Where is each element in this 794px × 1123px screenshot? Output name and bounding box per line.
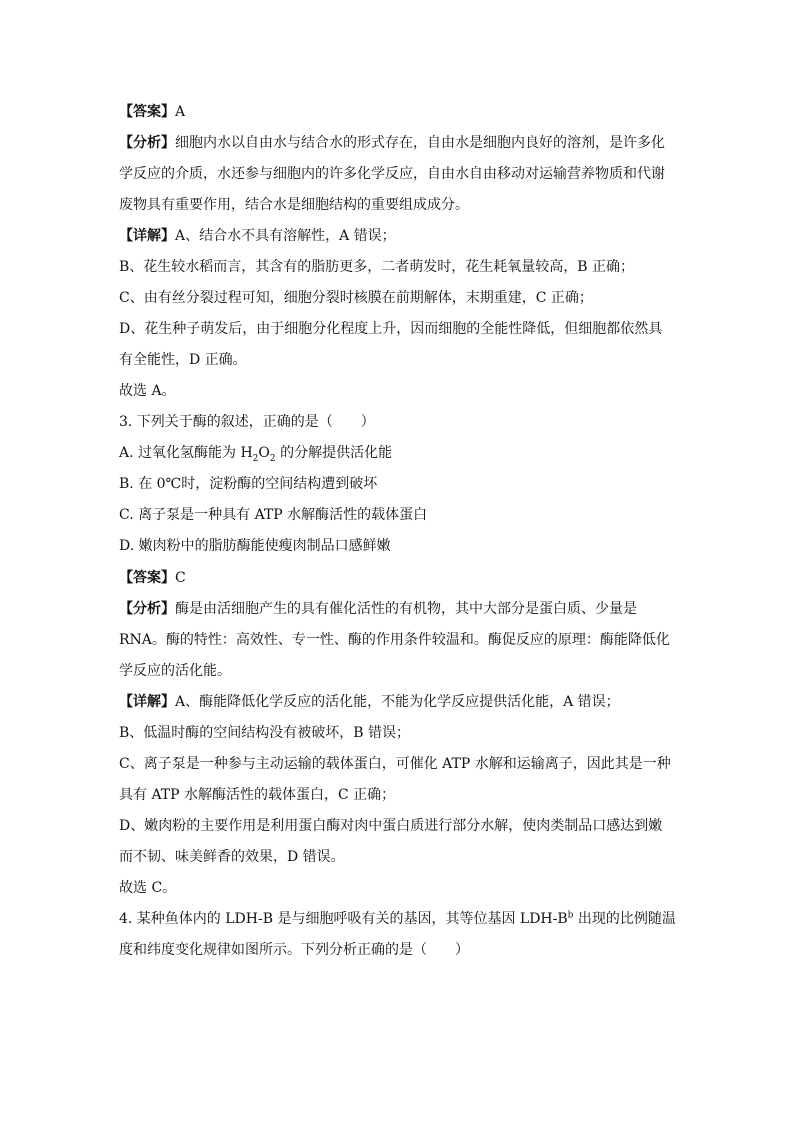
q2-detail-line-c: C、由有丝分裂过程可知，细胞分裂时核膜在前期解体，末期重建，C 正确；	[119, 290, 593, 306]
q3-detail-line-a	[119, 692, 620, 712]
q3-analysis-line-3: 学反应的活化能。	[119, 663, 231, 679]
q3-detail-line-c1: C、离子泵是一种参与主动运输的载体蛋白，可催化 ATP 水解和运输离子，因此其是一种	[119, 756, 671, 772]
q3-option-a	[119, 443, 392, 463]
analysis-tag: 【分析】	[119, 135, 175, 151]
q3-answer-line	[119, 568, 186, 588]
q2-detail-line-b: B、花生较水稻而言，其含有的脂肪更多，二者萌发时，花生耗氧量较高，B 正确；	[119, 259, 635, 275]
q4-stem-line-1	[119, 909, 676, 929]
detail-text: A、酶能降低化学反应的活化能，不能为化学反应提供活化能，A 错误；	[175, 694, 620, 710]
q2-detail-line-d1: D、花生种子萌发后，由于细胞分化程度上升，因而细胞的全能性降低，但细胞都依然具	[119, 321, 663, 337]
q4-stem-prefix: 4. 某种鱼体内的 LDH-B 是与细胞呼吸有关的基因，其等位基因 LDH-B	[119, 911, 568, 927]
q4-stem-suffix: 出现的比例随温	[573, 911, 676, 927]
option-a-prefix: A. 过氧化氢酶能为 H	[119, 445, 253, 461]
analysis-text: 酶是由活细胞产生的具有催化活性的有机物，其中大部分是蛋白质、少量是	[175, 601, 637, 617]
q3-option-b: B. 在 0℃时，淀粉酶的空间结构遭到破坏	[119, 476, 378, 492]
q3-analysis-line-2: RNA。酶的特性：高效性、专一性、酶的作用条件较温和。酶促反应的原理：酶能降低化	[119, 632, 670, 648]
q3-stem: 3. 下列关于酶的叙述，正确的是（ ）	[119, 414, 375, 430]
q2-detail-line-a	[119, 226, 396, 246]
q2-analysis-line-3: 废物具有重要作用，结合水是细胞结构的重要组成成分。	[119, 197, 469, 213]
detail-tag: 【详解】	[119, 228, 175, 244]
analysis-text: 细胞内水以自由水与结合水的形式存在，自由水是细胞内良好的溶剂，是许多化	[175, 135, 665, 151]
detail-tag: 【详解】	[119, 694, 175, 710]
q3-option-d: D. 嫩肉粉中的脂肪酶能使瘦肉制品口感鲜嫩	[119, 538, 391, 554]
analysis-tag: 【分析】	[119, 601, 175, 617]
q3-analysis-line-1	[119, 599, 637, 619]
answer-value: A	[175, 104, 186, 120]
option-a-oxygen: O	[258, 445, 270, 461]
answer-tag: 【答案】	[119, 104, 175, 120]
q3-detail-line-d2: 而不韧、味美鲜香的效果，D 错误。	[119, 849, 345, 865]
q2-analysis-line-1	[119, 133, 665, 153]
answer-value: C	[175, 570, 186, 586]
option-a-subscript-2: 2	[269, 453, 276, 464]
answer-tag: 【答案】	[119, 570, 175, 586]
q4-stem-line-2: 度和纬度变化规律如图所示。下列分析正确的是（ ）	[119, 942, 469, 958]
detail-text: A、结合水不具有溶解性，A 错误；	[175, 228, 396, 244]
q2-detail-line-d2: 有全能性，D 正确。	[119, 352, 247, 368]
q3-choice-line: 故选 C。	[119, 880, 177, 896]
q3-detail-line-b: B、低温时酶的空间结构没有被破坏，B 错误；	[119, 725, 411, 741]
q3-detail-line-c2: 具有 ATP 水解酶活性的载体蛋白，C 正确；	[119, 787, 396, 803]
q3-detail-line-d1: D、嫩肉粉的主要作用是利用蛋白酶对肉中蛋白质进行部分水解，使肉类制品口感达到嫩	[119, 818, 663, 834]
q2-answer-line	[119, 102, 185, 122]
q2-analysis-line-2: 学反应的介质，水还参与细胞内的许多化学反应，自由水自由移动对运输营养物质和代谢	[119, 166, 665, 182]
option-a-subscript-1: 2	[252, 453, 259, 464]
q4-superscript: b	[567, 910, 574, 921]
q2-choice-line: 故选 A。	[119, 383, 176, 399]
option-a-suffix: 的分解提供活化能	[275, 445, 393, 461]
q3-option-c: C. 离子泵是一种具有 ATP 水解酶活性的载体蛋白	[119, 507, 428, 523]
